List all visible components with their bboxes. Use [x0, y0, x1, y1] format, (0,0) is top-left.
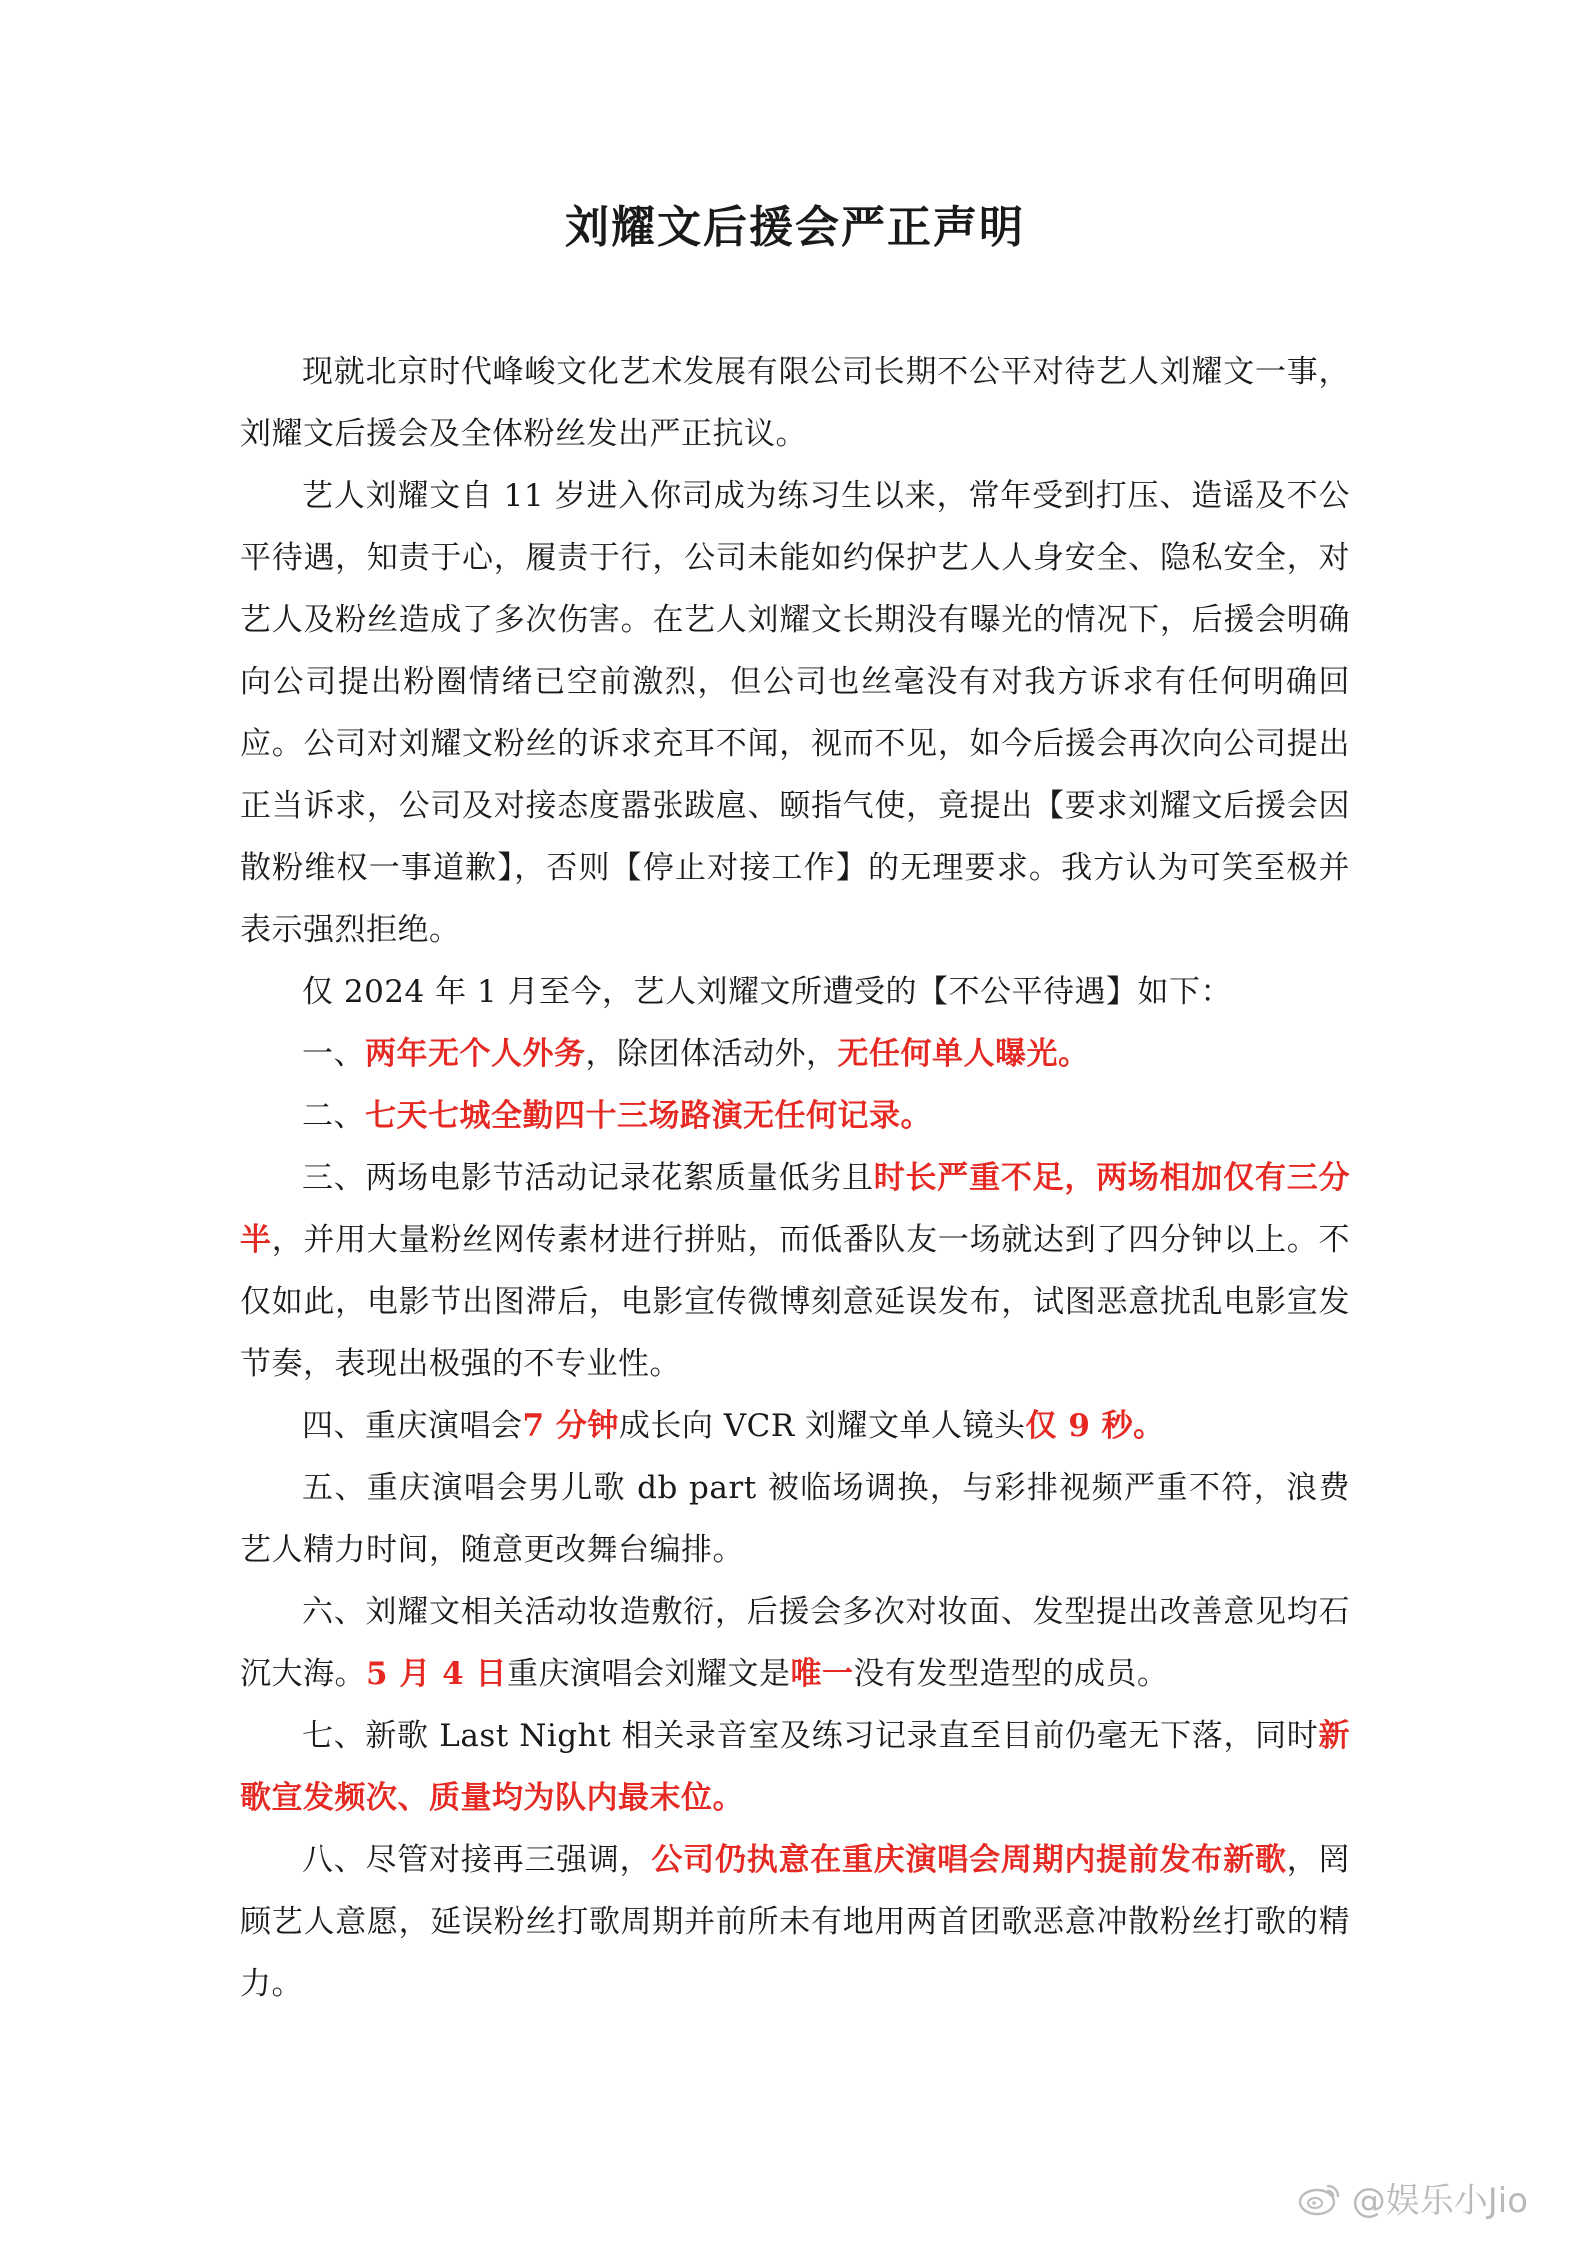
paragraph: [240, 961, 1350, 1023]
item-text: 一、: [302, 1035, 365, 1072]
item-highlight: 公司仍执意在重庆演唱会周期内提前发布新歌: [651, 1841, 1287, 1878]
item-text: 八、尽管对接再三强调，: [302, 1841, 652, 1878]
list-item: [240, 1395, 1350, 1457]
item-text: 七、新歌 Last Night 相关录音室及练习记录直至目前仍毫无下落，同时: [302, 1717, 1319, 1754]
item-text: 三、两场电影节活动记录花絮质量低劣且: [302, 1159, 874, 1196]
list-item: [240, 1829, 1350, 2015]
paragraph-text: 现就北京时代峰峻文化艺术发展有限公司长期不公平对待艺人刘耀文一事，刘耀文后援会及全体粉丝发出严正抗议。: [240, 353, 1350, 452]
list-item: [240, 1147, 1350, 1395]
paragraph-text: 艺人刘耀文自 11 岁进入你司成为练习生以来，常年受到打压、造谣及不公平待遇，知责于心，履责于行，公司未能如约保护艺人人身安全、隐私安全，对艺人及粉丝造成了多次伤害。在艺人刘耀文长期没有曝光的情况下，后援会明确向公司提出粉圈情绪已空前激烈，但公司也丝毫没有对我方诉求有任何明确回应。公司对刘耀文粉丝的诉求充耳不闻，视而不见，如今后援会再次向公司提出正当诉求，公司及对接态度嚣张跋扈、颐指气使，竟提出【要求刘耀文后援会因散粉维权一事道歉】，否则【停止对接工作】的无理要求。我方认为可笑至极并表示强烈拒绝。: [240, 477, 1350, 948]
item-highlight: 时长严重不足，两场相加仅有三分半: [240, 1159, 1350, 1258]
paragraph: [240, 341, 1350, 465]
item-text: 二、: [302, 1097, 365, 1134]
item-highlight: 5 月 4 日: [366, 1655, 508, 1692]
paragraph-text: 仅 2024 年 1 月至今，艺人刘耀文所遭受的【不公平待遇】如下：: [302, 973, 1233, 1010]
item-text: ，并用大量粉丝网传素材进行拼贴，而低番队友一场就达到了四分钟以上。不仅如此，电影节出图滞后，电影宣传微博刻意延误发布，试图恶意扰乱电影宣发节奏，表现出极强的不专业性。: [240, 1221, 1351, 1382]
item-text: 没有发型造型的成员。: [853, 1655, 1169, 1692]
item-text: ，罔顾艺人意愿，延误粉丝打歌周期并前所未有地用两首团歌恶意冲散粉丝打歌的精力。: [240, 1841, 1350, 2002]
watermark: [1298, 2173, 1528, 2222]
list-item: [240, 1023, 1350, 1085]
item-highlight: 7 分钟: [522, 1407, 619, 1444]
item-highlight: 唯一: [790, 1655, 854, 1692]
item-highlight: 仅 9 秒。: [1025, 1407, 1165, 1444]
item-text: ，除团体活动外，: [585, 1035, 838, 1072]
weibo-icon: [1298, 2180, 1342, 2216]
item-highlight: 无任何单人曝光。: [837, 1035, 1090, 1072]
item-highlight: 七天七城全勤四十三场路演无任何记录。: [365, 1097, 932, 1134]
list-item: [240, 1085, 1350, 1147]
list-item: [240, 1705, 1350, 1829]
item-text: 六、刘耀文相关活动妆造敷衍，后援会多次对妆面、发型提出改善意见均石沉大海。: [240, 1593, 1350, 1692]
paragraph: [240, 465, 1350, 961]
list-item: [240, 1457, 1350, 1581]
item-text: 四、重庆演唱会: [302, 1407, 523, 1444]
item-text: 五、重庆演唱会男儿歌 db part 被临场调换，与彩排视频严重不符，浪费艺人精力时间，随意更改舞台编排。: [240, 1469, 1350, 1568]
item-highlight: 新歌宣发频次、质量均为队内最末位。: [240, 1717, 1350, 1816]
item-highlight: 两年无个人外务: [365, 1035, 586, 1072]
item-text: 成长向 VCR 刘耀文单人镜头: [618, 1407, 1026, 1444]
watermark-text: @娱乐小Jio: [1351, 2181, 1528, 2221]
item-text: 重庆演唱会刘耀文是: [507, 1655, 791, 1692]
document-title: 刘耀文后援会严正声明: [565, 202, 1025, 253]
list-item: [240, 1581, 1350, 1705]
statement-document: [240, 180, 1350, 2015]
